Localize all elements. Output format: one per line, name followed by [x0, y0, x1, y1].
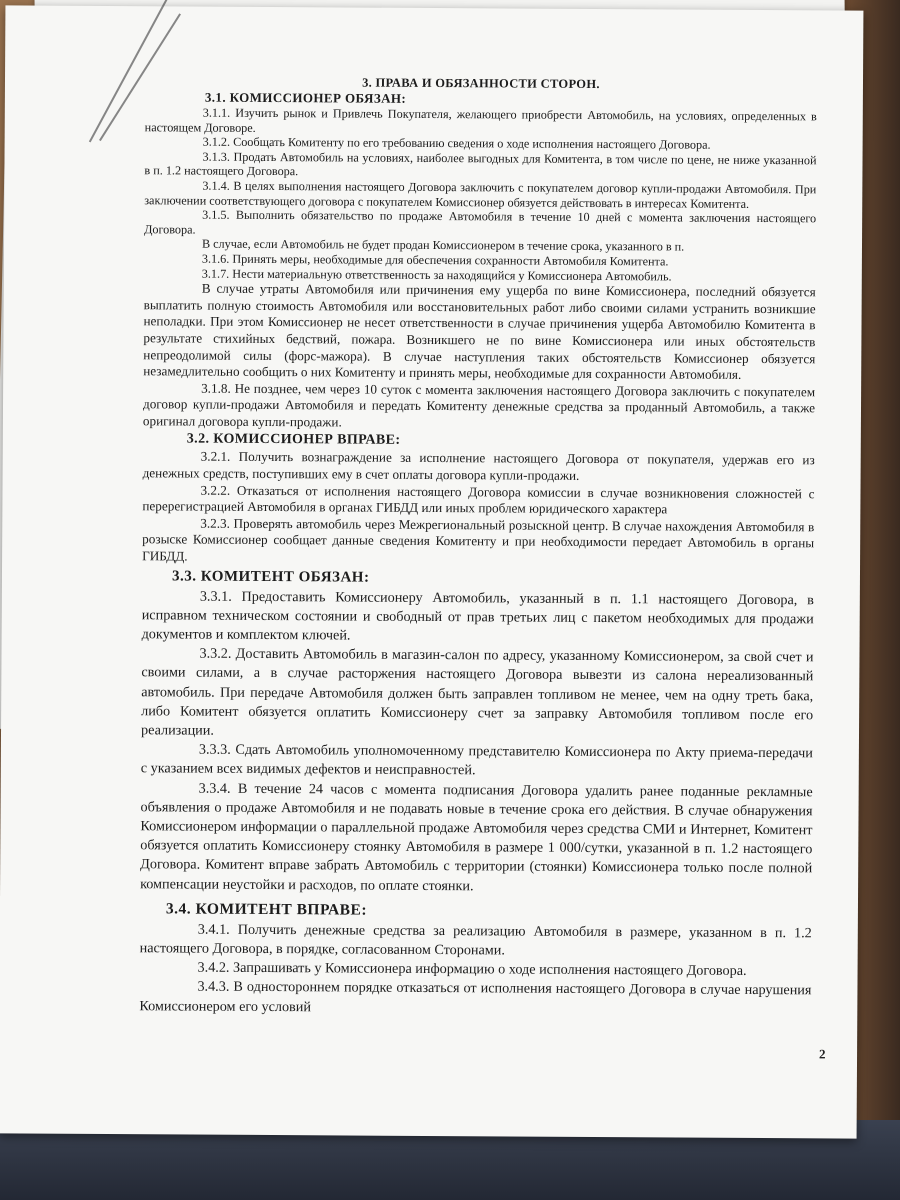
subsection-heading-3-4: 3.4. КОМИТЕНТ ВПРАВЕ: — [165, 900, 368, 919]
clause-3-1-7: 3.1.7. Нести материальную ответственность за находящийся у Комиссионера Автомобиль. — [201, 266, 672, 283]
clause-3-4-2: 3.4.2. Запрашивать у Комиссионера информацию о ходе исполнения настоящего Договора. — [197, 959, 747, 980]
clause-3-2-1: 3.2.1. Получить вознаграждение за исполнение настоящего Договора от покупателя, удержав его из денежных средств, поступивших ему в счет оплаты договора купли-продажи. — [142, 449, 815, 483]
clause-3-2-2: 3.2.2. Отказаться от исполнения настоящего Договора комиссии в случае возникновения сложностей с перерегистрацией Автомобиля в органах ГИБДД или иных проблем юридического характера — [142, 482, 815, 517]
clause-3-1-2: 3.1.2. Сообщать Комитенту по его требованию сведения о ходе исполнения настоящего Договора. — [202, 134, 711, 152]
clause-3-1-6: 3.1.6. Принять меры, необходимые для обеспечения сохранности Автомобиля Комитента. — [201, 251, 669, 269]
clause-3-3-1: 3.3.1. Предоставить Комиссионеру Автомобиль, указанный в п. 1.1 настоящего Договора, в исправном техническом состоянии и свободный от прав третьих лиц с пакетом необходимых для продажи документов и комплектом ключей. — [141, 588, 814, 644]
document-page — [0, 5, 863, 1138]
clause-3-4-3: 3.4.3. В одностороннем порядке отказаться от исполнения настоящего Договора в случае нарушения Комиссионером его условий — [139, 979, 812, 1015]
clause-3-1-5-note: В случае, если Автомобиль не будет продан Комиссионером в течение срока, указанного в п. — [201, 236, 685, 254]
clause-3-1-5: 3.1.5. Выполнить обязательство по продаже Автомобиля в течение 10 дней с момента заключения настоящего Договора. — [144, 207, 817, 237]
clause-3-3-2: 3.3.2. Доставить Автомобиль в магазин-салон по адресу, указанному Комиссионером, за свой счет и своими силами, а в случае расторжения настоящего Договора вывезти из салона нереализованный автомобиль. При передаче Автомобиля должен быть заправлен топливом не менее, чем на одну треть бака, либо Комитент обязуется оплатить Комиссионеру счет за заправку Автомобиля топливом после его реализации. — [140, 645, 814, 739]
clause-3-1-8: 3.1.8. Не позднее, чем через 10 суток с момента заключения настоящего Договора заключить с покупателем договор купли-продажи Автомобиля и передать Комитенту денежные средства за проданный Автомобиль, а также оригинал договора купли-продажи. — [142, 380, 816, 430]
document-body — [139, 74, 817, 1020]
clause-3-1-4: 3.1.4. В целях выполнения настоящего Договора заключить с покупателем договор купли-продажи Автомобиля. При заключении соответствующего договора с покупателем Комиссионер обязуется действовать в интересах Комитента. — [144, 178, 817, 211]
section-title: 3. ПРАВА И ОБЯЗАННОСТИ СТОРОН. — [362, 75, 600, 92]
subsection-heading-3-1: 3.1. КОМИССИОНЕР ОБЯЗАН: — [204, 89, 407, 106]
clause-3-1-7-detail: В случае утраты Автомобиля или причинения ему ущерба по вине Комиссионера, последний обязуется выплатить полную стоимость Автомобиля или восстановительных работ либо своими силами устранить возникшие неполадки. При этом Комиссионер не несет ответственности в случае причинения ущерба Автомобилю Комитента в результате стихийных бедствий, пожара. Возникшего не по вине Комиссионера или иных обстоятельств непреодолимой силы (форс-мажора). В случае наступления таких обстоятельств Комиссионер обязуется незамедлительно сообщить о них Комитенту и принять меры, необходимые для сохранности Автомобиля. — [143, 280, 816, 382]
clause-3-1-3: 3.1.3. Продать Автомобиль на условиях, наиболее выгодных для Комитента, в том числе по цене, не ниже указанной в п. 1.2 настоящего Договора. — [144, 149, 817, 179]
clause-3-1-1: 3.1.1. Изучить рынок и Привлечь Покупателя, желающего приобрести Автомобиль, на условиях, определенных в настоящем Договоре. — [144, 105, 817, 135]
subsection-heading-3-2: 3.2. КОМИССИОНЕР ВПРАВЕ: — [186, 431, 401, 449]
clause-3-3-3: 3.3.3. Сдать Автомобиль уполномоченному представителю Комиссионера по Акту приема-передачи с указанием всех видимых дефектов и неисправностей. — [140, 741, 813, 779]
clause-3-2-3: 3.2.3. Проверять автомобиль через Межрегиональный розыскной центр. В случае нахождения Автомобиля в розыске Комиссионер сообщает данные сведения Комитенту и при необходимости передает Автомобиль в органы ГИБДД. — [142, 515, 815, 564]
clause-3-4-1: 3.4.1. Получить денежные средства за реализацию Автомобиля в размере, указанном в п. 1.2 настоящего Договора, в порядке, согласованном Сторонами. — [139, 921, 812, 959]
page-number: 2 — [819, 1046, 826, 1062]
subsection-heading-3-3: 3.3. КОМИТЕНТ ОБЯЗАН: — [171, 568, 370, 586]
clause-3-3-4: 3.3.4. В течение 24 часов с момента подписания Договора удалить ранее поданные рекламные объявления о продаже Автомобиля и не подавать новые в течение срока его действия. В случае обнаружения Комиссионером информации о параллельной продаже Автомобиля через средства СМИ и Интернет, Комитент обязуется оплатить Комиссионеру стоянку Автомобиля в размере 1 000/сутки, указанной в п. 1.2 настоящего Договора. Комитент вправе забрать Автомобиль с территории (стоянки) Комиссионера только после полной компенсации неустойки и расходов, по оплате стоянки. — [140, 780, 813, 894]
